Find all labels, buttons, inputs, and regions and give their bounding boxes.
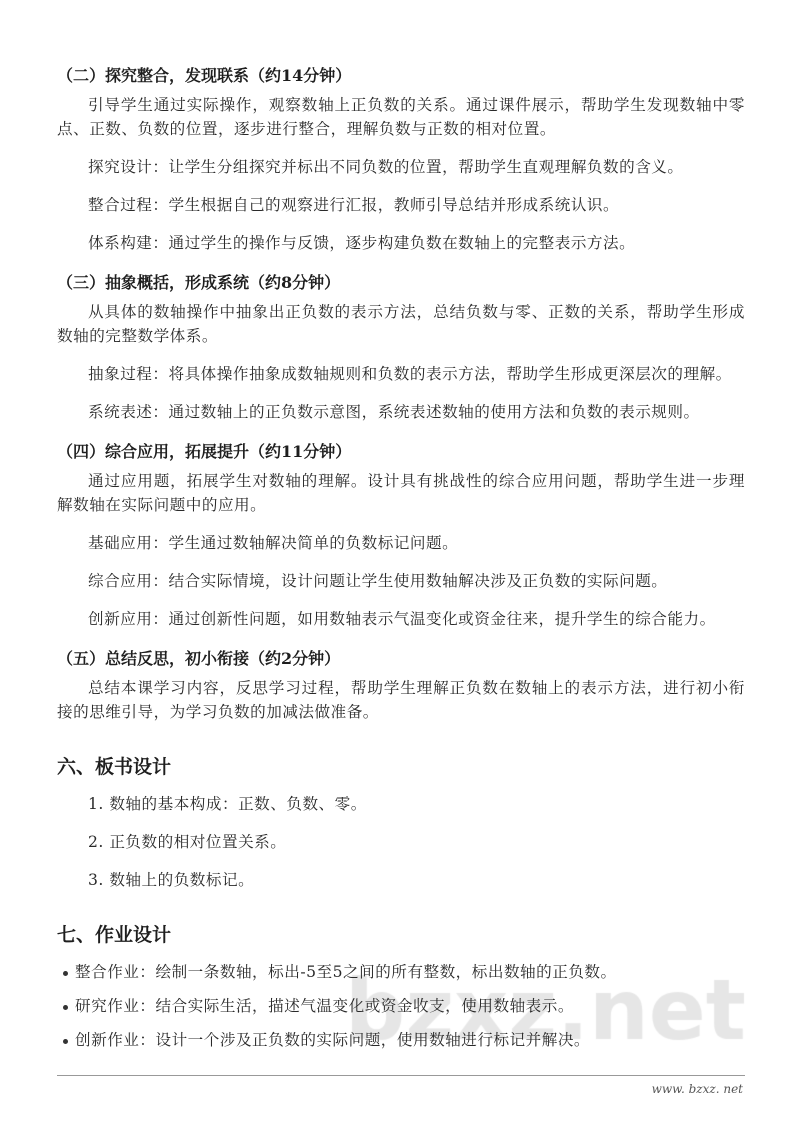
- section-heading: （五）总结反思，初小衔接（约2分钟）: [57, 649, 341, 668]
- section-heading: （三）抽象概括，形成系统（约8分钟）: [57, 273, 341, 292]
- list-item: [57, 994, 745, 1018]
- list-item-text: 整合作业：绘制一条数轴，标出-5至5之间的所有整数，标出数轴的正负数。: [75, 963, 617, 981]
- footer-divider: [57, 1075, 745, 1076]
- list-item: 1. 数轴的基本构成：正数、负数、零。: [88, 795, 367, 813]
- paragraph: 综合应用：结合实际情境，设计问题让学生使用数轴解决涉及正负数的实际问题。: [88, 572, 668, 590]
- list-item: [57, 1028, 745, 1052]
- paragraph: 通过应用题，拓展学生对数轴的理解。设计具有挑战性的综合应用问题，帮助学生进一步理解数轴在实际问题中的应用。: [57, 472, 745, 514]
- paragraph: 探究设计：让学生分组探究并标出不同负数的位置，帮助学生直观理解负数的含义。: [88, 158, 684, 176]
- paragraph: 整合过程：学生根据自己的观察进行汇报，教师引导总结并形成系统认识。: [88, 196, 620, 214]
- paragraph: 引导学生通过实际操作，观察数轴上正负数的关系。通过课件展示，帮助学生发现数轴中零点、正数、负数的位置，逐步进行整合，理解负数与正数的相对位置。: [57, 96, 745, 138]
- list-item: 3. 数轴上的负数标记。: [88, 871, 255, 889]
- paragraph: 体系构建：通过学生的操作与反馈，逐步构建负数在数轴上的完整表示方法。: [88, 234, 636, 252]
- section-heading: （二）探究整合，发现联系（约14分钟）: [57, 66, 352, 85]
- list-item: 2. 正负数的相对位置关系。: [88, 833, 287, 851]
- paragraph: 从具体的数轴操作中抽象出正负数的表示方法，总结负数与零、正数的关系，帮助学生形成数轴的完整数学体系。: [57, 303, 745, 345]
- list-item-text: 研究作业：结合实际生活，描述气温变化或资金收支，使用数轴表示。: [75, 997, 574, 1015]
- board-heading: 六、板书设计: [57, 756, 172, 778]
- bullet-icon: [63, 1005, 68, 1010]
- section-heading: （四）综合应用，拓展提升（约11分钟）: [57, 442, 352, 461]
- paragraph: 创新应用：通过创新性问题，如用数轴表示气温变化或资金往来，提升学生的综合能力。: [88, 610, 716, 628]
- list-item: [57, 960, 745, 984]
- paragraph: 抽象过程：将具体操作抽象成数轴规则和负数的表示方法，帮助学生形成更深层次的理解。: [88, 365, 732, 383]
- paragraph: 总结本课学习内容，反思学习过程，帮助学生理解正负数在数轴上的表示方法，进行初小衔接的思维引导，为学习负数的加减法做准备。: [57, 679, 745, 721]
- list-item-text: 创新作业：设计一个涉及正负数的实际问题，使用数轴进行标记并解决。: [75, 1031, 591, 1049]
- paragraph: 系统表述：通过数轴上的正负数示意图，系统表述数轴的使用方法和负数的表示规则。: [88, 403, 700, 421]
- homework-heading: 七、作业设计: [57, 924, 172, 946]
- bullet-icon: [63, 971, 68, 976]
- footer-url: www. bzxz. net: [651, 1082, 743, 1096]
- bullet-icon: [63, 1039, 68, 1044]
- paragraph: 基础应用：学生通过数轴解决简单的负数标记问题。: [88, 534, 459, 552]
